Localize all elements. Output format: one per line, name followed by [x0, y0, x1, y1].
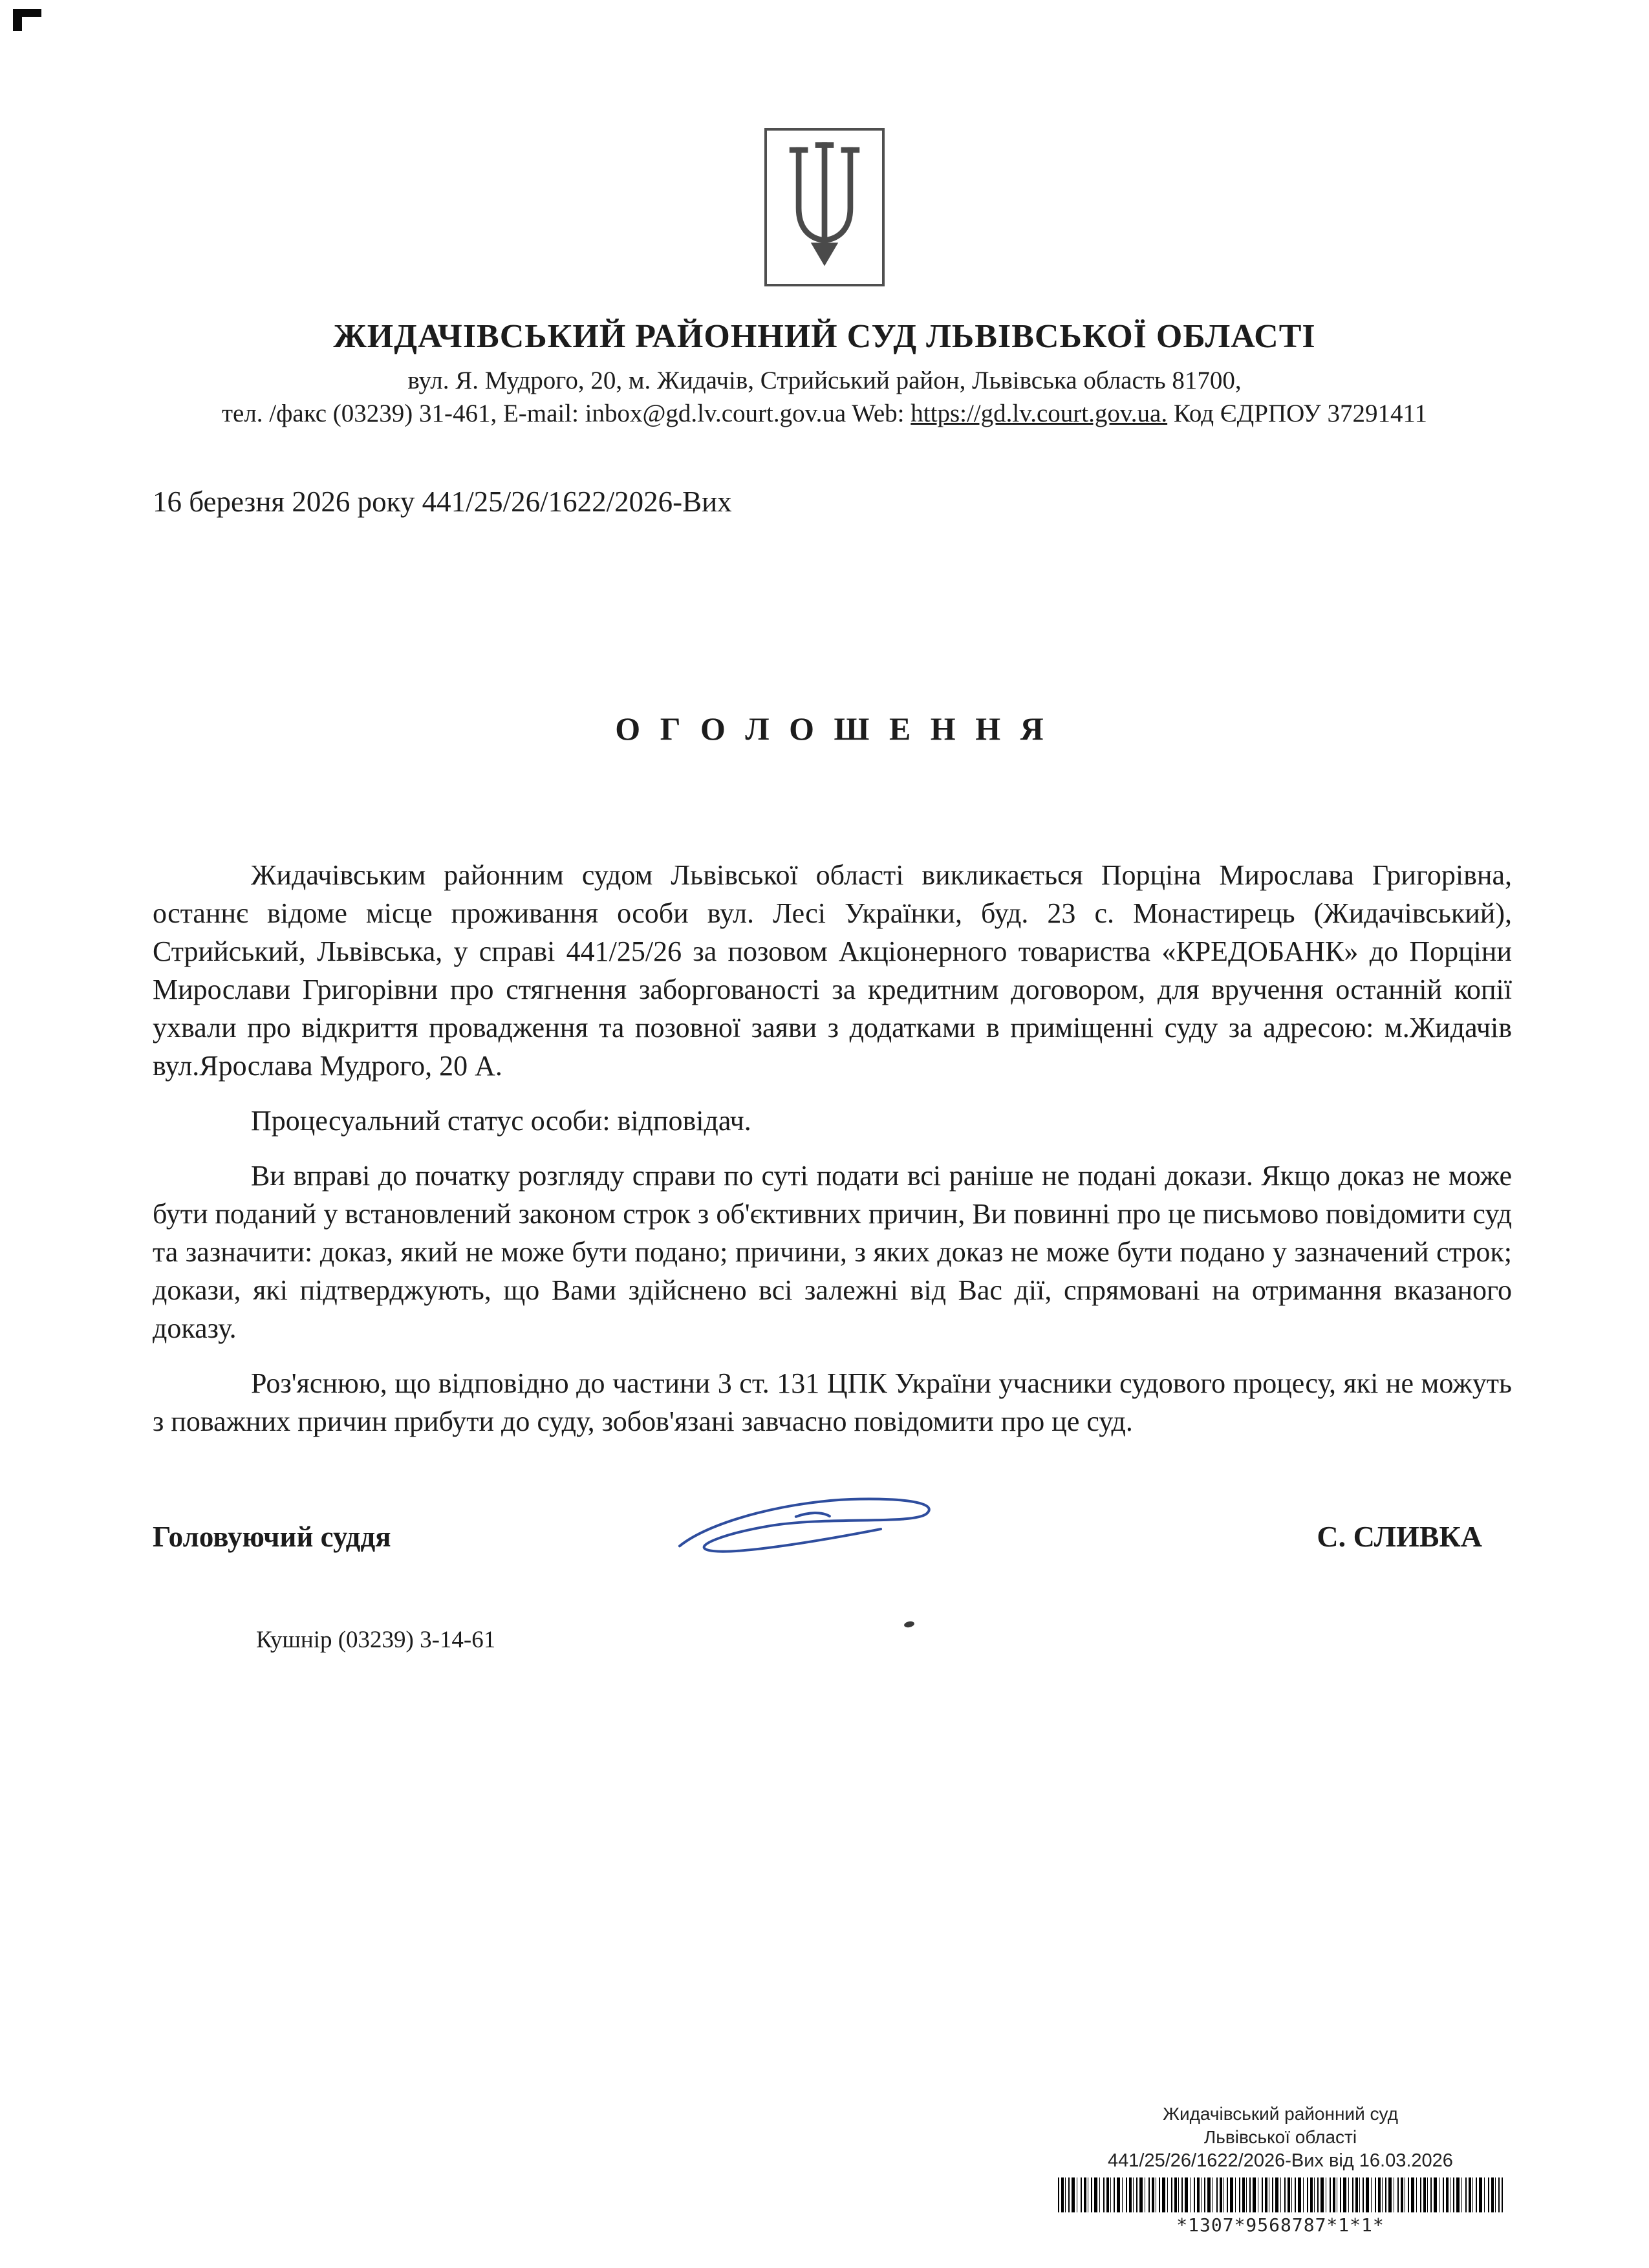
judge-role-label: Головуючий суддя [153, 1520, 391, 1553]
paragraph-evidence-rules: Ви вправі до початку розгляду справи по суті подати всі раніше не подані докази. Якщо доказ не може бути поданий у встановлений законом строк з об'єктивних причин, Ви повинні про це письмово повідомити суд та зазначити: доказ, який не може бути подано; причини, з яких доказ не може бути подано у зазначений строк; докази, які підтверджують, що Вами здійснено всі залежні від Вас дії, спрямовані на отримання вказаного доказу. [153, 1160, 1512, 1344]
clerk-contact-line: Кушнір (03239) 3-14-61 [256, 1627, 496, 1653]
paragraph-status: Процесуальний статус особи: відповідач. [251, 1105, 751, 1137]
registration-stamp [1035, 2102, 1526, 2237]
court-website-url: https://gd.lv.court.gov.ua. [911, 400, 1168, 427]
stamp-reference: 441/25/26/1622/2026-Вих від 16.03.2026 [1108, 2150, 1453, 2171]
paragraph-notice-obligation: Роз'яснюю, що відповідно до частини 3 ст. 131 ЦПК України учасники судового процесу, які не можуть з поважних причин прибути до суду, зобов'язані завчасно повідомити про це суд. [153, 1367, 1512, 1437]
judge-name: С. СЛИВКА [1317, 1520, 1482, 1553]
date-and-reference-line: 16 березня 2026 року 441/25/26/1622/2026-Вих [153, 486, 732, 518]
stamp-court-name: Жидачівський районний суд [1163, 2104, 1398, 2124]
court-address: вул. Я. Мудрого, 20, м. Жидачів, Стрийський район, Львівська область 81700, [407, 367, 1242, 394]
barcode [1058, 2177, 1503, 2212]
scan-artifact-corner-mark [13, 9, 22, 31]
document-header [0, 0, 1649, 428]
edrpou-code: Код ЄДРПОУ 37291411 [1167, 400, 1427, 427]
announcement-text [153, 856, 1512, 1440]
signature-row [153, 1519, 1512, 1554]
tryzub-emblem-icon [776, 137, 873, 274]
announcement-title: О Г О Л О Ш Е Н Н Я [615, 711, 1050, 747]
coat-of-arms-frame [764, 128, 885, 286]
court-contacts [0, 399, 1649, 428]
document-body [0, 485, 1649, 1654]
barcode-number: *1307*9568787*1*1* [1176, 2214, 1385, 2236]
contacts-text: тел. /факс (03239) 31-461, E-mail: inbox@gd.lv.court.gov.ua Web: [221, 400, 911, 427]
court-name-title: ЖИДАЧІВСЬКИЙ РАЙОННИЙ СУД ЛЬВІВСЬКОЇ ОБЛАСТІ [333, 318, 1316, 355]
stamp-region: Львівської області [1203, 2127, 1357, 2147]
paragraph-summons: Жидачівським районним судом Львівської області викликається Порціна Мирослава Григорівна, останнє відоме місце проживання особи вул. Лесі Українки, буд. 23 с. Монастирець (Жидачівський), Стрийський, Львівська, у справі 441/25/26 за позовом Акціонерного товариства «КРЕДОБАНК» до Порціни Мирослави Григорівни про стягнення заборгованості за кредитним договором, для вручення останній копії ухвали про відкриття провадження та позовної заяви з додатками в приміщенні суду за адресою: м.Жидачів вул.Ярослава Мудрого, 20 А. [153, 859, 1512, 1082]
judge-signature-ink [665, 1485, 953, 1571]
